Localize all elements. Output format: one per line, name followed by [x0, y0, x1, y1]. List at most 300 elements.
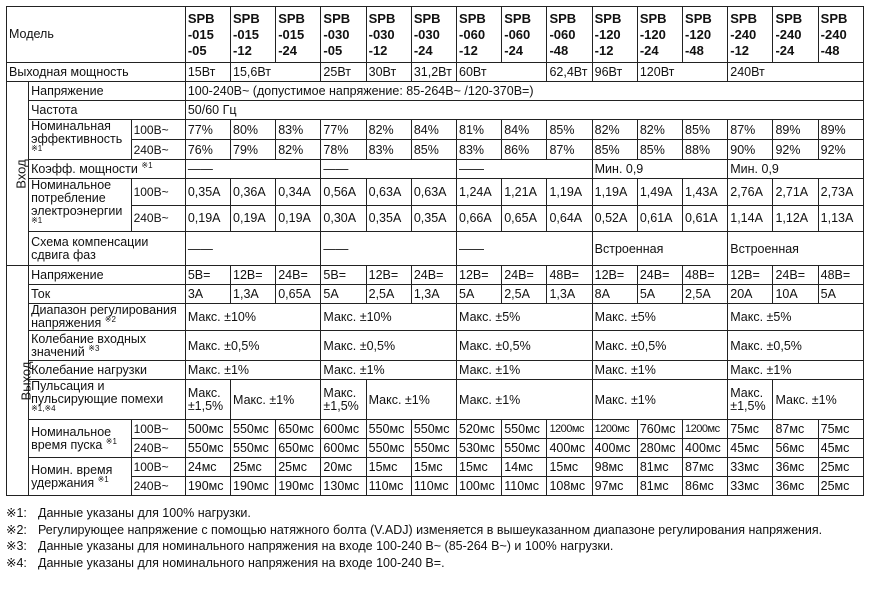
cell-text: 14мс [504, 460, 533, 474]
table-cell [321, 380, 366, 420]
cell-text: Ток [31, 287, 51, 301]
model-header [366, 7, 411, 63]
row-label [29, 304, 186, 331]
table-cell [637, 477, 682, 496]
cell-text: 550мс [504, 422, 540, 436]
cell-text: 0,64А [549, 211, 583, 226]
table-cell [728, 266, 773, 285]
model-name: SPB -030 -24 [413, 10, 441, 58]
table-cell [728, 420, 773, 439]
table-cell [411, 120, 456, 140]
table-row [7, 458, 864, 477]
table-cell [773, 380, 864, 420]
table-cell [276, 205, 321, 232]
table-cell [276, 477, 321, 496]
cell-text: 15мс [459, 460, 488, 474]
footnote-text: Регулирующее напряжение с помощью натяжного болта (V.ADJ) изменяется в вышеуказанном диапазоне регулирования напряжения. [38, 522, 823, 537]
table-cell [457, 160, 593, 179]
cell-text: 92% [820, 142, 846, 157]
cell-text: 100мс [459, 479, 495, 493]
cell-text: 25мс [233, 460, 262, 474]
cell-text: 60Вт [459, 65, 487, 79]
cell-text: 87мс [775, 422, 805, 436]
cell-text: 5В= [187, 268, 211, 282]
cell-text: 500мс [187, 422, 224, 436]
table-cell [457, 304, 593, 331]
cell-text: 2,73А [820, 184, 854, 199]
cell-text: 89% [820, 122, 846, 137]
footnote-ref: ※1 [31, 215, 43, 225]
table-cell [818, 205, 863, 232]
model-name: SPB -030 -05 [323, 10, 351, 58]
table-cell [547, 458, 592, 477]
cell-text: Макс. ±0,5% [187, 338, 260, 353]
cell-text: 15Вт [187, 65, 216, 79]
table-cell [29, 82, 186, 101]
table-row [7, 266, 864, 285]
table-cell [321, 120, 366, 140]
table-cell [276, 120, 321, 140]
cell-text: Частота [31, 103, 78, 117]
table-cell [131, 439, 185, 458]
section-label [7, 82, 29, 266]
table-cell [547, 266, 592, 285]
row-label [29, 331, 186, 361]
cell-text: 15мс [413, 460, 443, 474]
cell-text: Макс. ±1% [187, 363, 250, 377]
cell-text: 31,2Вт [413, 65, 452, 79]
table-cell [637, 140, 682, 160]
table-cell [366, 140, 411, 160]
cell-text: 89% [775, 122, 801, 137]
cell-text: Макс. ±1% [459, 392, 521, 407]
table-row [7, 285, 864, 304]
table-cell [185, 266, 230, 285]
cell-text: 75мс [820, 422, 850, 436]
table-cell [131, 140, 185, 160]
cell-text: Макс. ±1% [233, 392, 295, 407]
table-row [7, 361, 864, 380]
row-label [29, 179, 131, 232]
row-label [29, 420, 131, 458]
cell-text: 83% [368, 142, 394, 157]
table-cell [502, 477, 547, 496]
cell-text: 550мс [368, 422, 405, 436]
footnote [6, 538, 864, 555]
table-cell [276, 140, 321, 160]
cell-text: 120Вт [639, 65, 675, 79]
footnote-ref: ※1 [31, 143, 43, 153]
table-cell [457, 232, 593, 266]
table-cell [728, 179, 773, 206]
section-label [7, 266, 34, 496]
table-cell [502, 420, 547, 439]
table-cell [637, 120, 682, 140]
cell-text: Модель [9, 27, 54, 41]
row-label [29, 458, 131, 496]
footnote-ref: ※2 [104, 314, 116, 324]
cell-text: 15,6Вт [233, 65, 271, 79]
cell-text: 24В= [413, 268, 444, 282]
table-cell [366, 120, 411, 140]
cell-text: 84% [504, 122, 530, 137]
model-name: SPB -120 -48 [685, 10, 712, 58]
cell-text: Выходная мощность [9, 65, 129, 79]
table-cell [502, 179, 547, 206]
table-row [7, 101, 864, 120]
model-name: SPB -015 -12 [233, 10, 260, 58]
table-row [7, 420, 864, 439]
cell-text: 25мс [820, 460, 850, 474]
table-cell [547, 140, 592, 160]
table-cell [728, 63, 864, 82]
cell-text: 56мс [775, 441, 805, 455]
table-cell [637, 205, 682, 232]
table-cell [818, 477, 863, 496]
table-cell [366, 266, 411, 285]
model-header [637, 7, 682, 63]
model-name: SPB -120 -12 [594, 10, 622, 58]
cell-text: —— [187, 162, 213, 176]
table-cell [683, 439, 728, 458]
table-cell [185, 331, 321, 361]
cell-text: 550мс [187, 441, 224, 455]
table-cell [231, 205, 276, 232]
table-cell [592, 205, 637, 232]
cell-text: —— [323, 162, 349, 176]
table-cell [411, 420, 456, 439]
table-cell [637, 266, 682, 285]
table-row [7, 439, 864, 458]
cell-text: Макс. ±1% [594, 392, 656, 407]
cell-text: —— [459, 162, 485, 176]
cell-text: 0,65А [504, 211, 537, 226]
table-cell [276, 458, 321, 477]
cell-text: 80% [233, 122, 259, 137]
cell-text: 0,61А [639, 211, 673, 226]
cell-text: 0,30А [323, 211, 357, 226]
cell-text: 100В~ [133, 184, 169, 199]
table-cell [457, 420, 502, 439]
cell-text: Макс. ±1,5% [187, 385, 224, 413]
cell-text: 520мс [459, 422, 495, 436]
cell-text: 81мс [639, 460, 669, 474]
table-cell [411, 63, 456, 82]
table-cell [592, 361, 728, 380]
cell-text: 400мс [549, 441, 586, 455]
table-cell [637, 439, 682, 458]
cell-text: 1,43А [685, 184, 718, 199]
cell-text: 83% [278, 122, 304, 137]
table-cell [131, 205, 185, 232]
footnote-ref: ※1,※4 [31, 403, 56, 413]
table-cell [683, 285, 728, 304]
model-name: SPB -015 -05 [187, 10, 215, 58]
cell-text: Макс. ±1% [459, 363, 521, 377]
table-cell [321, 361, 457, 380]
cell-text: 24В= [504, 268, 534, 282]
table-cell [29, 361, 186, 380]
table-cell [231, 63, 321, 82]
cell-text: 82% [639, 122, 665, 137]
table-cell [728, 304, 864, 331]
cell-text: 24В= [775, 268, 805, 282]
footnote-text: Данные указаны для номинального напряжения на входе 100-240 В=. [38, 555, 445, 570]
cell-text: 33мс [730, 460, 759, 474]
cell-text: 88% [685, 142, 711, 157]
cell-text: 550мс [233, 441, 269, 455]
table-row [7, 205, 864, 232]
model-header [592, 7, 637, 63]
table-cell [185, 140, 230, 160]
table-cell [818, 179, 863, 206]
cell-text: 82% [278, 142, 304, 157]
table-cell [818, 140, 863, 160]
table-cell [773, 140, 818, 160]
table-cell [457, 477, 502, 496]
cell-text: Макс. ±1% [368, 392, 430, 407]
table-cell [457, 205, 502, 232]
table-cell [457, 458, 502, 477]
table-cell [321, 179, 366, 206]
cell-text: Макс. ±0,5% [459, 338, 531, 353]
cell-text: 0,19А [278, 211, 311, 226]
table-cell [502, 439, 547, 458]
footnotes [6, 505, 864, 571]
cell-text: Номинальное время пуска [31, 424, 112, 452]
cell-text: 240В~ [133, 479, 169, 493]
cell-text: 550мс [413, 441, 450, 455]
table-cell [728, 285, 773, 304]
model-header [457, 7, 502, 63]
table-cell [411, 266, 456, 285]
cell-text: 97мс [594, 479, 624, 493]
cell-text: 92% [775, 142, 801, 157]
cell-text: Колебание входных значений [31, 331, 147, 359]
table-cell [728, 331, 864, 361]
table-cell [131, 179, 185, 206]
table-row [7, 477, 864, 496]
cell-text: 0,63А [368, 184, 402, 199]
cell-text: 36мс [775, 479, 805, 493]
table-cell [728, 439, 773, 458]
cell-text: Схема компенсации сдвига фаз [31, 234, 149, 262]
table-cell [185, 63, 230, 82]
table-cell [457, 179, 502, 206]
table-cell [411, 205, 456, 232]
table-cell [321, 140, 366, 160]
cell-text: Пульсация и пульсирующие помехи [31, 379, 164, 406]
cell-text: 48В= [820, 268, 851, 282]
table-cell [457, 285, 502, 304]
table-cell [773, 439, 818, 458]
cell-text: 82% [594, 122, 620, 137]
cell-text: 1,14А [730, 211, 763, 226]
footnote-ref: ※1 [105, 436, 117, 446]
footnote-mark: ※4: [6, 555, 27, 570]
cell-text: 81мс [639, 479, 669, 493]
table-row [7, 380, 864, 420]
cell-text: 550мс [504, 441, 540, 455]
table-cell [592, 266, 637, 285]
table-cell [728, 205, 773, 232]
table-cell [185, 285, 230, 304]
table-cell [728, 361, 864, 380]
cell-text: Макс. ±1,5% [323, 385, 359, 413]
cell-text: 0,52А [594, 211, 628, 226]
table-cell [185, 458, 230, 477]
table-cell [321, 266, 366, 285]
cell-text: 1,19А [549, 184, 583, 199]
table-cell [231, 380, 321, 420]
cell-text: 1,49А [639, 184, 673, 199]
model-header [411, 7, 456, 63]
table-cell [29, 285, 186, 304]
cell-text: 81% [459, 122, 485, 137]
row-label [7, 7, 186, 63]
table-cell [185, 304, 321, 331]
cell-text: 0,36А [233, 184, 266, 199]
table-row [7, 232, 864, 266]
cell-text: 1,19А [594, 184, 628, 199]
table-cell [592, 285, 637, 304]
table-cell [547, 120, 592, 140]
model-name: SPB -120 -24 [639, 10, 667, 58]
cell-text: 25мс [820, 479, 850, 493]
cell-text: 0,66А [459, 211, 492, 226]
cell-text: 76% [187, 142, 213, 157]
table-cell [637, 63, 727, 82]
table-row [7, 304, 864, 331]
cell-text: 1200мс [594, 423, 630, 435]
table-cell [683, 179, 728, 206]
cell-text: Макс. ±1% [730, 363, 792, 377]
table-cell [276, 179, 321, 206]
table-cell [366, 205, 411, 232]
cell-text: 530мс [459, 441, 495, 455]
cell-text: 100-240В~ (допустимое напряжение: 85-264В~ /120-370В=) [187, 84, 534, 98]
table-cell [366, 477, 411, 496]
cell-text: 85% [413, 142, 439, 157]
cell-text: 25мс [278, 460, 307, 474]
table-cell [411, 477, 456, 496]
footnote-mark: ※3: [6, 539, 27, 553]
section-label-text: Вход [13, 158, 29, 189]
table-cell [637, 420, 682, 439]
table-cell [131, 120, 185, 140]
cell-text: 0,65А [278, 287, 311, 301]
table-cell [131, 458, 185, 477]
cell-text: 240В~ [133, 142, 169, 157]
cell-text: 15мс [549, 460, 579, 474]
table-cell [547, 439, 592, 458]
table-cell [683, 420, 728, 439]
table-cell [321, 285, 366, 304]
table-row [7, 160, 864, 179]
cell-text: 12В= [594, 268, 625, 282]
cell-text: 3А [187, 287, 204, 301]
cell-text: 110мс [368, 479, 404, 493]
cell-text: 85% [549, 122, 575, 137]
model-name: SPB -240 -12 [730, 10, 757, 58]
cell-text: Макс. ±5% [459, 310, 521, 324]
cell-text: 0,19А [233, 211, 266, 226]
cell-text: 12В= [233, 268, 263, 282]
model-header [276, 7, 321, 63]
cell-text: 24В= [278, 268, 308, 282]
table-cell [321, 458, 366, 477]
table-cell [547, 420, 592, 439]
table-cell [185, 205, 230, 232]
cell-text: 240В~ [133, 441, 169, 455]
table-cell [592, 477, 637, 496]
table-cell [231, 285, 276, 304]
table-cell [457, 140, 502, 160]
table-cell [457, 266, 502, 285]
cell-text: 36мс [775, 460, 805, 474]
table-cell [185, 232, 321, 266]
cell-text: 86мс [685, 479, 714, 493]
table-row [7, 63, 864, 82]
table-cell [818, 120, 863, 140]
cell-text: 0,61А [685, 211, 718, 226]
table-cell [366, 285, 411, 304]
table-cell [728, 458, 773, 477]
table-cell [457, 361, 593, 380]
table-cell [773, 179, 818, 206]
cell-text: 79% [233, 142, 259, 157]
cell-text: 100В~ [133, 422, 169, 436]
table-cell [411, 458, 456, 477]
table-cell [728, 232, 864, 266]
table-cell [683, 266, 728, 285]
table-cell [637, 179, 682, 206]
cell-text: 48В= [549, 268, 579, 282]
cell-text: 25Вт [323, 65, 351, 79]
cell-text: 33мс [730, 479, 759, 493]
cell-text: 87мс [685, 460, 714, 474]
cell-text: Макс. ±10% [323, 310, 392, 324]
table-cell [185, 160, 321, 179]
cell-text: Встроенная [730, 241, 799, 256]
row-label [29, 232, 186, 266]
footnote-mark: ※1: [6, 506, 27, 520]
table-cell [637, 458, 682, 477]
table-cell [818, 439, 863, 458]
table-cell [502, 120, 547, 140]
cell-text: 85% [594, 142, 620, 157]
table-cell [818, 420, 863, 439]
table-cell [592, 120, 637, 140]
cell-text: 83% [459, 142, 485, 157]
cell-text: 8А [594, 287, 610, 301]
table-cell [231, 439, 276, 458]
model-header [231, 7, 276, 63]
cell-text: Диапазон регулирования напряжения [31, 303, 177, 330]
cell-text: Макс. ±0,5% [730, 338, 802, 353]
table-cell [547, 477, 592, 496]
cell-text: 50/60 Гц [187, 103, 237, 117]
table-cell [592, 179, 637, 206]
cell-text: Встроенная [594, 241, 664, 256]
table-cell [231, 266, 276, 285]
cell-text: 45мс [730, 441, 759, 455]
footnote-text: Данные указаны для номинального напряжения на входе 100-240 В~ (85-264 В~) и 100% нагрузки. [38, 539, 614, 553]
cell-text: 130мс [323, 479, 360, 493]
cell-text: —— [459, 241, 485, 256]
model-name: SPB -060 -12 [459, 10, 486, 58]
table-cell [773, 420, 818, 439]
